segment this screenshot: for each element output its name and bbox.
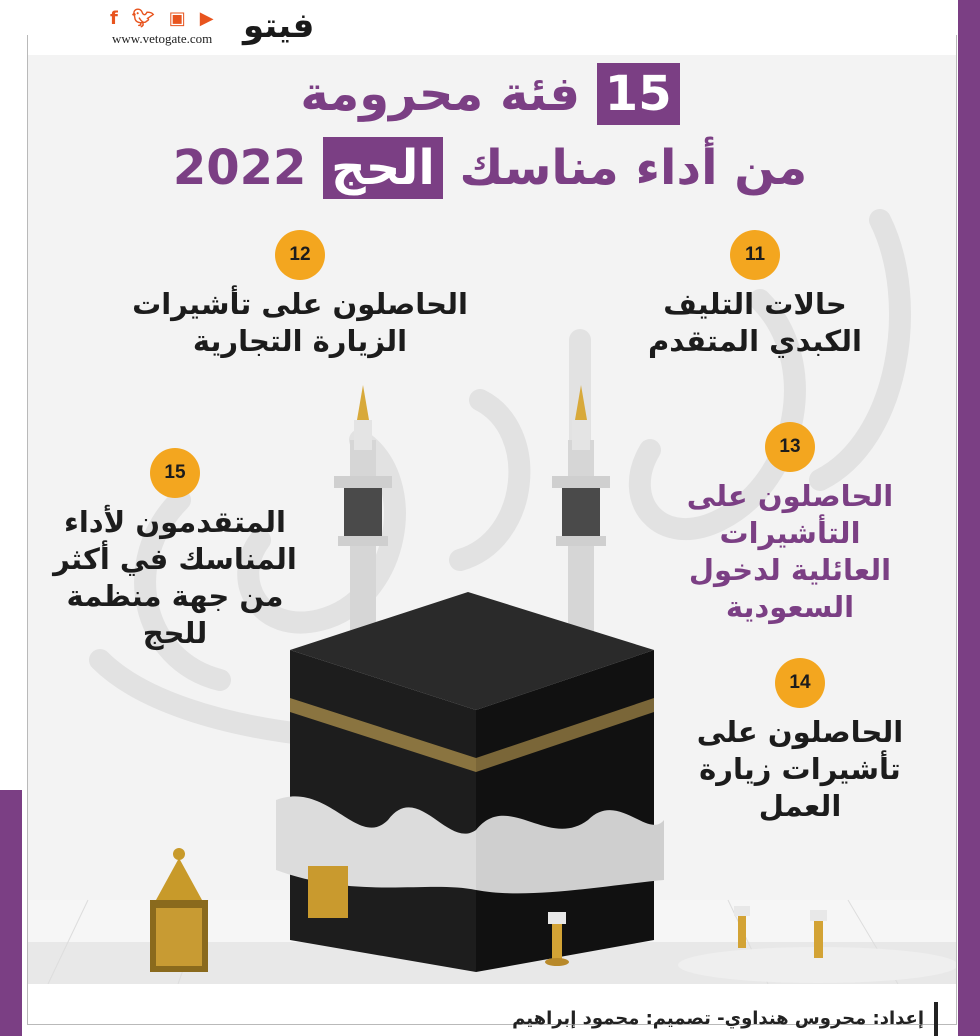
category-text: الحاصلون على تأشيرات الزيارة التجارية <box>132 287 468 358</box>
category-text: الحاصلون على تأشيرات زيارة العمل <box>696 715 904 823</box>
site-url[interactable]: www.vetogate.com <box>112 31 213 46</box>
vetogate-logo: فيتو <box>243 6 315 46</box>
number-badge: 15 <box>150 448 200 498</box>
title-line-2 <box>0 134 980 202</box>
title-line-1-text: فئة محرومة <box>300 66 581 122</box>
category-item-13 <box>640 422 940 626</box>
category-text: المتقدمون لأداء المناسك في أكثر من جهة منظمة للحج <box>53 505 297 650</box>
title-year: 2022 <box>172 140 307 196</box>
title-number: 15 <box>597 63 680 125</box>
number-badge: 14 <box>775 658 825 708</box>
credits: إعداد: محروس هنداوي- تصميم: محمود إبراهيم <box>512 1002 938 1036</box>
number-badge: 13 <box>765 422 815 472</box>
category-item-12 <box>120 230 480 360</box>
category-text: الحاصلون على التأشيرات العائلية لدخول السعودية <box>686 479 894 624</box>
youtube-icon[interactable]: ▶ <box>199 8 214 29</box>
social-icons <box>110 8 214 30</box>
title-line-2-pre: من أداء مناسك <box>459 140 808 196</box>
category-item-11 <box>600 230 910 360</box>
instagram-icon[interactable]: ▣ <box>168 8 186 29</box>
number-badge: 12 <box>275 230 325 280</box>
category-item-15 <box>40 448 310 652</box>
title-line-1 <box>0 62 980 126</box>
facebook-icon[interactable]: f <box>110 8 118 29</box>
title-highlight-hajj: الحج <box>323 137 443 199</box>
category-text: حالات التليف الكبدي المتقدم <box>648 287 862 358</box>
category-item-14 <box>660 658 940 825</box>
number-badge: 11 <box>730 230 780 280</box>
twitter-icon[interactable]: 🐦︎ <box>131 8 155 29</box>
left-accent-bar <box>0 790 22 1036</box>
